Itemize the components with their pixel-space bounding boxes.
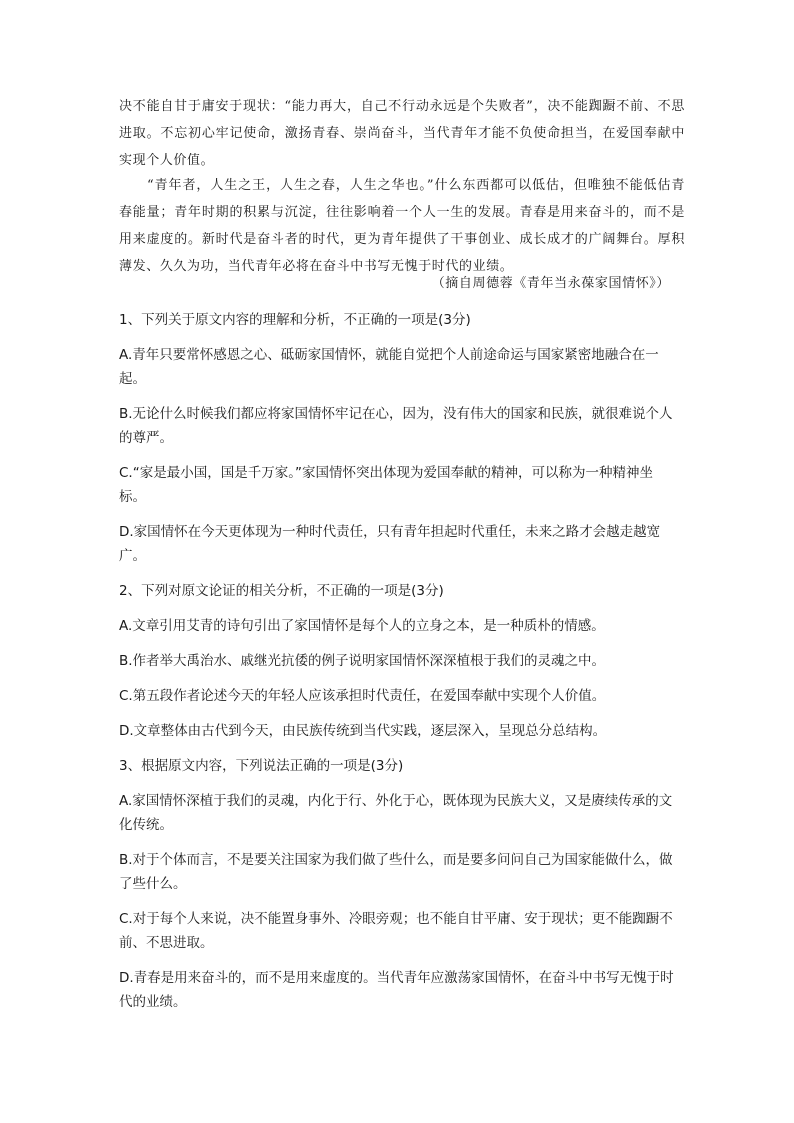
passage-source: （摘自周德蓉《青年当永葆家国情怀》）: [431, 276, 670, 291]
question-list: [119, 308, 679, 1025]
option-b: B.作者举大禹治水、戚继光抗倭的例子说明家国情怀深深植根于我们的灵魂之中。: [119, 653, 606, 669]
passage-paragraph-2-text: “青年者，人生之王，人生之春，人生之华也。”什么东西都可以低估，但唯独不能低估青春能量；青年时期的积累与沉淀，往往影响着一个人一生的发展。青春是用来奋斗的，而不是用来虚度的。新时代是奋斗者的时代，更为青年提供了干事创业、成长成才的广阔舞台。厚积薄发、久久为功，当代青年必将在奋斗中书写无愧于时代的业绩。: [119, 178, 685, 274]
question-stem: 2、下列对原文论证的相关分析，不正确的一项是(3分): [119, 583, 444, 599]
option-d: D.家国情怀在今天更体现为一种时代责任，只有青年担起时代重任，未来之路才会越走越宽广。: [119, 524, 661, 564]
option-b: B.对于个体而言，不是要关注国家为我们做了些什么，而是要多问问自己为国家能做什么，做了些什么。: [119, 852, 673, 892]
option-c: C.对于每个人来说，决不能置身事外、冷眼旁观；也不能自甘平庸、安于现状；更不能踟蹰不前、不思进取。: [119, 911, 673, 951]
option-d: D.文章整体由古代到今天，由民族传统到当代实践，逐层深入，呈现总分总结构。: [119, 723, 607, 739]
question-1: [119, 308, 679, 568]
passage-paragraph-1: [119, 93, 685, 174]
question-stem: 1、下列关于原文内容的理解和分析，不正确的一项是(3分): [119, 312, 471, 328]
question-stem: 3、根据原文内容，下列说法正确的一项是(3分): [119, 758, 404, 774]
option-c: C.第五段作者论述今天的年轻人应该承担时代责任，在爱国奉献中实现个人价值。: [119, 688, 606, 704]
option-a: A.青年只要常怀感恩之心、砥砺家国情怀，就能自觉把个人前途命运与国家紧密地融合在一起。: [119, 347, 659, 387]
option-b: B.无论什么时候我们都应将家国情怀牢记在心，因为，没有伟大的国家和民族，就很难说个人的尊严。: [119, 406, 673, 446]
passage-paragraph-1-text: 决不能自甘于庸安于现状：“能力再大，自己不行动永远是个失败者”，决不能踟蹰不前、不思进取。不忘初心牢记使命，激扬青春、崇尚奋斗，当代青年才能不负使命担当，在爱国奉献中实现个人价值。: [119, 99, 685, 168]
question-3: [119, 754, 679, 1014]
passage-paragraph-2: [119, 172, 685, 280]
question-2: [119, 579, 679, 743]
option-d: D.青春是用来奋斗的，而不是用来虚度的。当代青年应激荡家国情怀，在奋斗中书写无愧于时代的业绩。: [119, 970, 674, 1010]
option-a: A.家国情怀深植于我们的灵魂，内化于行、外化于心，既体现为民族大义，又是赓续传承的文化传统。: [119, 793, 673, 833]
option-a: A.文章引用艾青的诗句引出了家国情怀是每个人的立身之本，是一种质朴的情感。: [119, 618, 605, 634]
option-c: C.“家是最小国，国是千万家。”家国情怀突出体现为爱国奉献的精神，可以称为一种精神坐标。: [119, 465, 653, 505]
